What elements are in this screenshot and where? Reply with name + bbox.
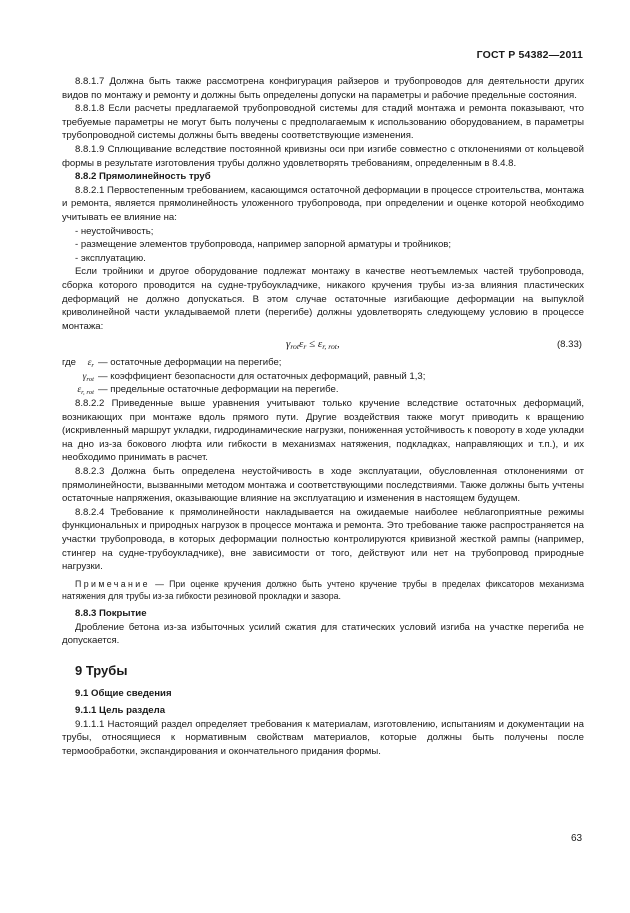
section-heading-9: 9 Трубы	[75, 662, 128, 678]
list-item: - размещение элементов трубопровода, например запорной арматуры и тройников;	[75, 239, 452, 251]
paragraph-9-1-1-1: 9.1.1.1 Настоящий раздел определяет требования к материалам, изготовлению, испытаниям и документации на трубы, относящиеся к нормативным свойствам материалов, которые должны быть получены после термообработки, экспандирования и окончательного придания формы.	[62, 718, 584, 757]
heading-9-1: 9.1 Общие сведения	[75, 688, 172, 700]
note	[62, 578, 584, 603]
heading-8-8-2: 8.8.2 Прямолинейность труб	[75, 171, 211, 183]
definition-symbol: $\varepsilon_{r, rot}$	[77, 384, 94, 397]
equation-8-33	[62, 335, 584, 355]
page-number: 63	[571, 833, 583, 844]
equation-formula: $\gamma_{rot}\varepsilon_r \le \varepsilon_{r, rot}$,	[286, 338, 340, 352]
note-label: Примечание	[75, 578, 150, 589]
definition-text: — коэффициент безопасности для остаточных деформаций, равный 1,3;	[98, 370, 426, 382]
definition-text: — предельные остаточные деформации на перегибе.	[98, 384, 339, 396]
paragraph-tees: Если тройники и другое оборудование подлежат монтажу в качестве неотъемлемых частей трубопровода, сборка которого проводится на судне-трубоукладчике, никакого кручения трубы из-за влияния пластических деформаций не должно допускаться. В этом случае остаточные изгибающие деформации на выпуклой криволинейной части укладываемой плети (перегибе) должны удовлетворять следующему условию в процессе монтажа:	[62, 266, 584, 332]
standard-header: ГОСТ Р 54382—2011	[476, 49, 583, 61]
note-text: — При оценке кручения должно быть учтено кручение трубы в пределах фиксаторов механизма натяжения для трубы из-за гибкости резиновой прокладки и зазора.	[62, 578, 584, 602]
heading-9-1-1: 9.1.1 Цель раздела	[75, 704, 166, 716]
where-label: где	[62, 357, 77, 369]
definition-row	[62, 356, 584, 370]
paragraph-8-8-1-9: 8.8.1.9 Сплющивание вследствие постоянной кривизны оси при изгибе совместно с отклонениями от кольцевой формы в результате изготовления трубы должно удовлетворять требованиям, определенным в 8.4.8.	[62, 143, 584, 169]
paragraph-8-8-1-8: 8.8.1.8 Если расчеты предлагаемой трубопроводной системы для стадий монтажа и ремонта показывают, что требуемые параметры не могут быть получены с предполагаемым к использованию оборудованием, в параметры трубопроводной системы должны быть введены соответствующие изменения.	[62, 103, 584, 142]
list-item: - эксплуатацию.	[75, 252, 146, 264]
definition-row	[62, 370, 584, 384]
paragraph-8-8-1-7: 8.8.1.7 Должна быть также рассмотрена конфигурация райзеров и трубопроводов для деятельности других видов по монтажу и ремонту и должны быть определены допуски на параметры и рабочие предельные состояния.	[62, 76, 584, 101]
paragraph-8-8-2-2: 8.8.2.2 Приведенные выше уравнения учитывают только кручение вследствие остаточных деформаций, возникающих при монтаже вдоль прямого пути. Другие воздействия также могут приводить к вращению (искривленный маршрут укладки, гидродинамические нагрузки, пониженная устойчивость к повороту в ходе укладки на дно из-за бокового люфта или гибкости в механизмах натяжения, подкладках, направляющих и т.п.), и их необходимо принимать в расчет.	[62, 398, 584, 464]
paragraph-8-8-2-4: 8.8.2.4 Требование к прямолинейности накладывается на ожидаемые наиболее неблагоприятные режимы функциональных и природных нагрузок в процессе монтажа и ремонта. Это требование также распространяется на участки трубопровода, в которых деформации полностью контролируются кривизной жесткой рампы (например, стингер на судне-трубоукладчике), вне зависимости от того, действуют или нет на трубопровод природные нагрузки.	[62, 506, 584, 573]
page-content	[62, 75, 584, 758]
equation-number: (8.33)	[556, 339, 582, 351]
paragraph-8-8-2-1: 8.8.2.1 Первостепенным требованием, касающимся остаточной деформации в процессе строительства, монтажа и ремонта, является прямолинейность уложенного трубопровода, при определении и оценке которой необходимо учитывать ее влияние на:	[62, 184, 584, 223]
heading-8-8-3: 8.8.3 Покрытие	[75, 607, 147, 619]
list-item: - неустойчивость;	[75, 225, 154, 237]
definition-row	[62, 383, 584, 397]
paragraph-8-8-3: Дробление бетона из-за избыточных усилий сжатия для статических условий изгиба на участке перегиба не допускается.	[62, 621, 584, 647]
definition-text: — остаточные деформации на перегибе;	[98, 357, 282, 369]
paragraph-8-8-2-3: 8.8.2.3 Должна быть определена неустойчивость в ходе эксплуатации, обусловленная отклонениями от прямолинейности, вызванными методом монтажа и соответствующими последствиями. Также должны быть учтены остаточные напряжения, оказывающие влияние на эксплуатацию и изменения в настоящем будущем.	[62, 466, 584, 505]
definition-symbol: $\varepsilon_r$	[87, 357, 94, 370]
definition-symbol: $\gamma_{rot}$	[82, 370, 94, 383]
